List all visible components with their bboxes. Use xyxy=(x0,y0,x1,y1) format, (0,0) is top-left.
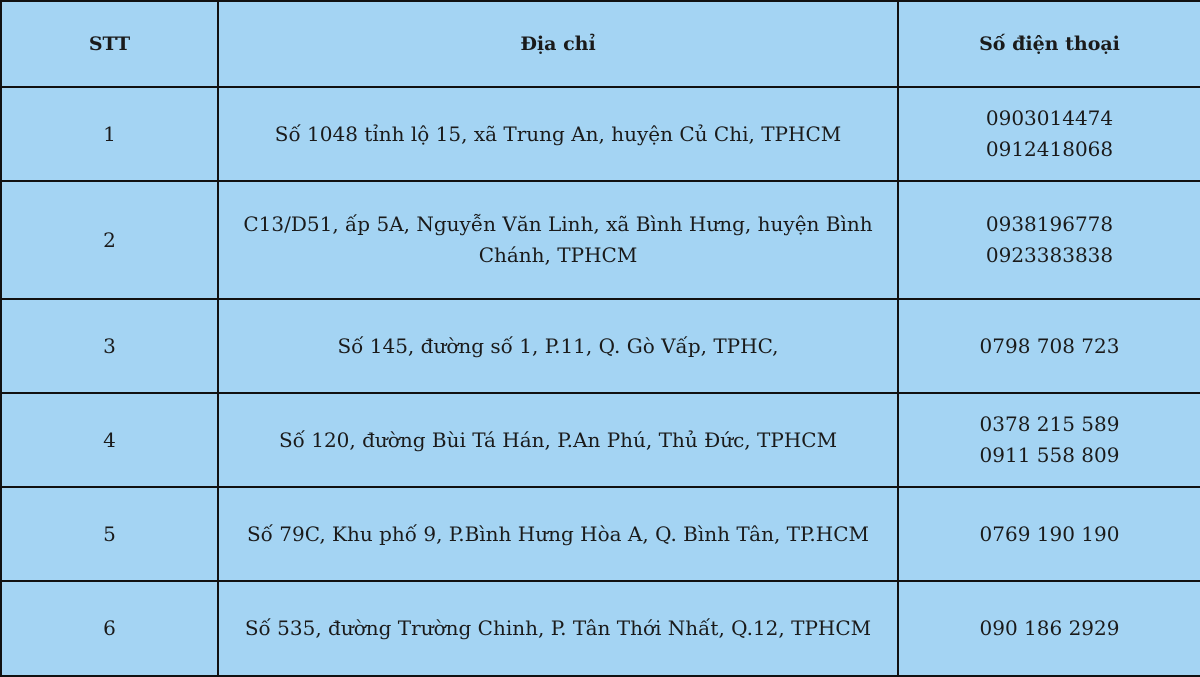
cell-phone xyxy=(898,87,1200,181)
phone-number: 0912418068 xyxy=(985,137,1114,161)
phone-number: 0938196778 xyxy=(985,212,1114,236)
cell-stt: 6 xyxy=(1,581,218,676)
cell-address: Số 535, đường Trường Chinh, P. Tân Thới Nhất, Q.12, TPHCM xyxy=(218,581,898,676)
phone-number: 0903014474 xyxy=(985,106,1114,130)
phone-number: 0911 558 809 xyxy=(979,443,1120,467)
cell-phone xyxy=(898,487,1200,581)
phone-number: 0923383838 xyxy=(985,243,1114,267)
cell-stt: 1 xyxy=(1,87,218,181)
header-phone: Số điện thoại xyxy=(898,1,1200,87)
cell-address: Số 145, đường số 1, P.11, Q. Gò Vấp, TPHC, xyxy=(218,299,898,393)
phone-number: 090 186 2929 xyxy=(979,616,1120,640)
table-row xyxy=(1,87,1200,181)
cell-stt: 3 xyxy=(1,299,218,393)
cell-address: Số 1048 tỉnh lộ 15, xã Trung An, huyện Củ Chi, TPHCM xyxy=(218,87,898,181)
cell-phone xyxy=(898,181,1200,299)
cell-address: C13/D51, ấp 5A, Nguyễn Văn Linh, xã Bình Hưng, huyện Bình Chánh, TPHCM xyxy=(218,181,898,299)
cell-address: Số 79C, Khu phố 9, P.Bình Hưng Hòa A, Q. Bình Tân, TP.HCM xyxy=(218,487,898,581)
cell-stt: 5 xyxy=(1,487,218,581)
phone-number: 0769 190 190 xyxy=(979,521,1120,546)
table-row xyxy=(1,181,1200,299)
cell-address: Số 120, đường Bùi Tá Hán, P.An Phú, Thủ Đức, TPHCM xyxy=(218,393,898,487)
table-row xyxy=(1,299,1200,393)
cell-phone xyxy=(898,299,1200,393)
cell-stt: 2 xyxy=(1,181,218,299)
header-stt: STT xyxy=(1,1,218,87)
cell-stt: 4 xyxy=(1,393,218,487)
table-row xyxy=(1,581,1200,676)
phone-number: 0378 215 589 xyxy=(979,412,1120,436)
table-header-row xyxy=(1,1,1200,87)
table-row xyxy=(1,393,1200,487)
cell-phone xyxy=(898,393,1200,487)
phone-number: 0798 708 723 xyxy=(979,333,1120,358)
cell-phone xyxy=(898,581,1200,676)
header-address: Địa chỉ xyxy=(218,1,898,87)
table-row xyxy=(1,487,1200,581)
